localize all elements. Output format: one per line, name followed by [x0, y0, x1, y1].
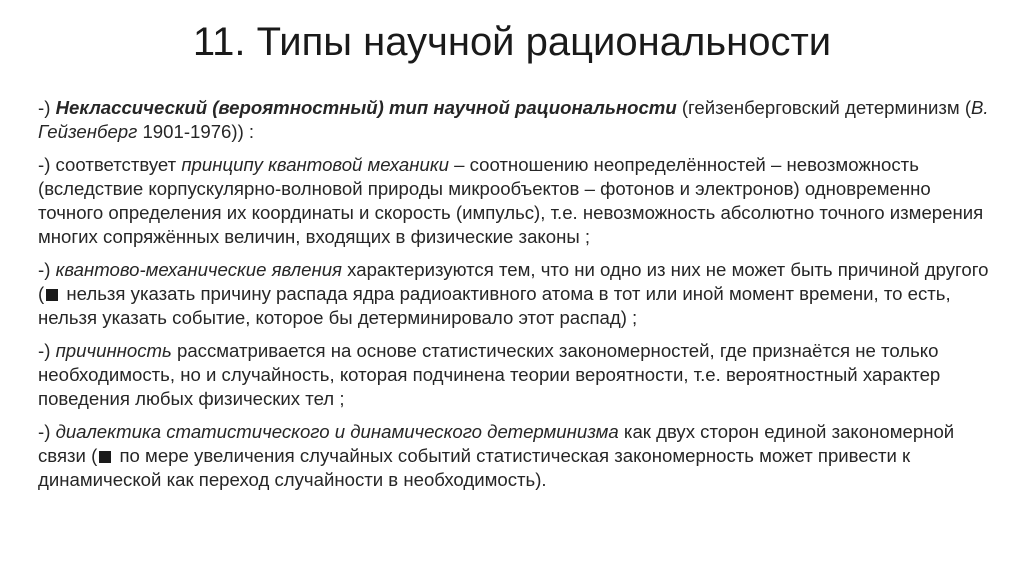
- paragraph-2: [38, 153, 998, 250]
- p2-term: принципу квантовой механики: [181, 153, 449, 175]
- p3-tail: нельзя указать причину распада ядра радиоактивного атома в тот или иной момент времени, то есть, нельзя указать событие, которое бы детерминировало этот распад) ;: [38, 283, 951, 329]
- paragraph-5: [38, 420, 998, 493]
- p5-lead: -): [38, 420, 56, 442]
- p1-lead: -): [38, 97, 56, 118]
- p4-term: причинность: [55, 339, 172, 361]
- p4-lead: -): [38, 339, 56, 361]
- paragraph-1: [38, 96, 998, 145]
- p1-tail: 1901-1976)) :: [137, 121, 255, 143]
- p5-text: как двух сторон единой закономерной связи (: [38, 420, 955, 466]
- black-square-bullet-icon: [46, 289, 58, 301]
- p5-tail: по мере увеличения случайных событий статистическая закономерность может привести к динамической как переход случайности в необходимость).: [38, 444, 911, 491]
- p3-term: квантово-механические явления: [55, 258, 342, 280]
- slide-title: 11. Типы научной рациональности: [192, 20, 832, 64]
- paragraph-4: [38, 339, 998, 412]
- p4-text: рассматривается на основе статистических закономерностей, где признаётся не только необходимость, но и случайность, которая подчинена теории вероятности, т.е. вероятностный характер поведения любых физических тел ;: [38, 339, 941, 410]
- p1-text: (гейзенберговский детерминизм (: [676, 97, 972, 118]
- p5-term: диалектика статистического и динамического детерминизма: [55, 420, 619, 442]
- paragraph-3: [38, 258, 998, 331]
- slide-body: [38, 96, 998, 500]
- p2-lead: -) соответствует: [38, 153, 182, 175]
- p3-lead: -): [38, 258, 56, 280]
- p1-heading: Неклассический (вероятностный) тип научной рациональности: [55, 97, 677, 118]
- black-square-bullet-icon: [99, 451, 111, 463]
- p1-author: В. Гейзенберг: [38, 97, 989, 143]
- p2-text: – соотношению неопределённостей – невозможность (вследствие корпускулярно-волновой природы микрообъектов – фотонов и электронов) одновременно точного определения их координаты и скорость (импульс), т.е. невозможность абсолютно точного измерения многих сопряжённых величин, входящих в физические законы ;: [38, 153, 984, 248]
- p3-text: характеризуются тем, что ни одно из них не может быть причиной другого (: [38, 258, 989, 305]
